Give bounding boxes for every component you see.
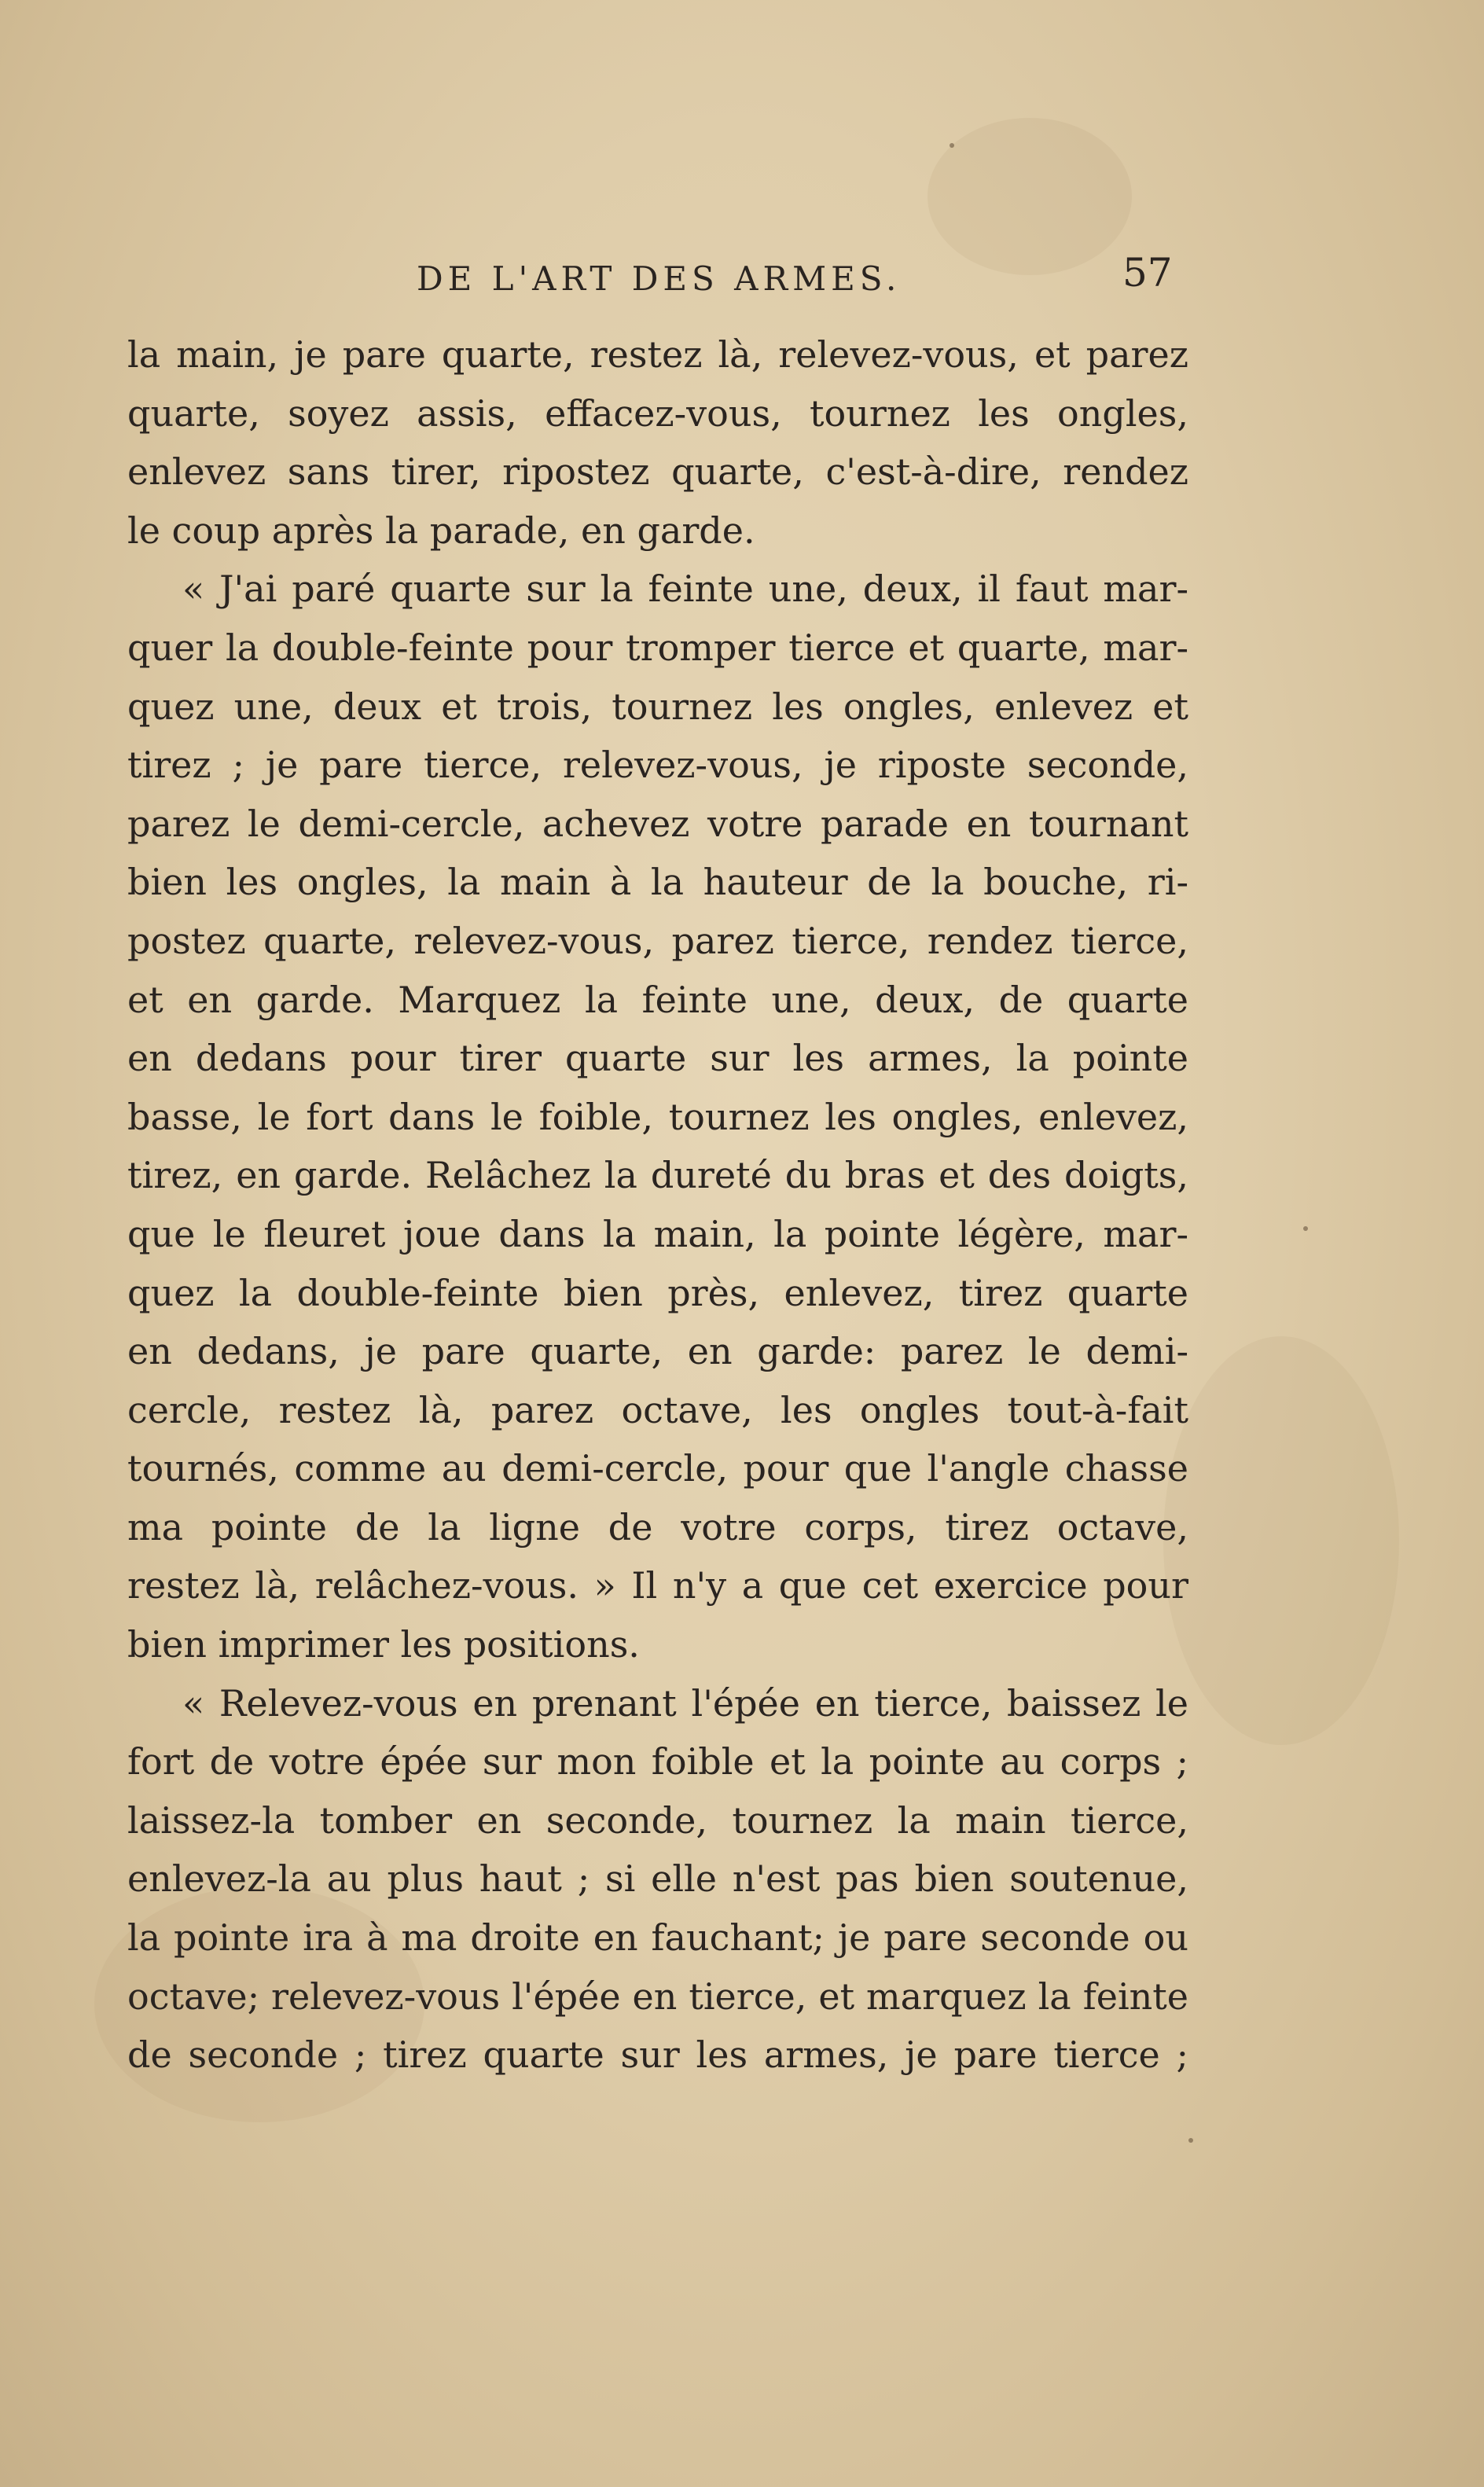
text-line: postez quarte, relevez-vous, parez tierce, rendez tierce,	[127, 919, 1188, 962]
text-line: quer la double-feinte pour tromper tierce et quarte, mar-	[127, 626, 1188, 669]
text-line: cercle, restez là, parez octave, les ongles tout-à-fait	[127, 1388, 1188, 1431]
text-line: octave; relevez-vous l'épée en tierce, et marquez la feinte	[127, 1975, 1188, 2018]
text-line: « Relevez-vous en prenant l'épée en tierce, baissez le	[182, 1681, 1188, 1725]
page-header	[417, 250, 1203, 303]
running-head: DE L'ART DES ARMES.	[417, 259, 902, 298]
text-line: en dedans pour tirer quarte sur les armes, la pointe	[127, 1037, 1188, 1080]
text-line: « J'ai paré quarte sur la feinte une, deux, il faut mar-	[182, 568, 1188, 611]
text-line: la pointe ira à ma droite en fauchant; je pare seconde ou	[127, 1916, 1188, 1960]
text-line: basse, le fort dans le foible, tournez les ongles, enlevez,	[127, 1095, 1188, 1138]
text-line: que le fleuret joue dans la main, la pointe légère, mar-	[127, 1212, 1188, 1255]
text-line: laissez-la tomber en seconde, tournez la main tierce,	[127, 1798, 1188, 1842]
paper-speck	[1303, 1226, 1308, 1231]
text-line: parez le demi-cercle, achevez votre parade en tournant	[127, 802, 1188, 845]
text-line: la main, je pare quarte, restez là, relevez-vous, et parez	[127, 333, 1188, 376]
text-line: tirez ; je pare tierce, relevez-vous, je riposte seconde,	[127, 744, 1188, 787]
text-line: bien les ongles, la main à la hauteur de la bouche, ri-	[127, 861, 1188, 904]
text-line: quez la double-feinte bien près, enlevez, tirez quarte	[127, 1271, 1188, 1314]
text-line: enlevez sans tirer, ripostez quarte, c'est-à-dire, rendez	[127, 450, 1188, 494]
text-line: et en garde. Marquez la feinte une, deux, de quarte	[127, 978, 1188, 1021]
text-line: tirez, en garde. Relâchez la dureté du bras et des doigts,	[127, 1154, 1188, 1197]
text-line: ma pointe de la ligne de votre corps, tirez octave,	[127, 1505, 1188, 1548]
text-line: enlevez-la au plus haut ; si elle n'est pas bien soutenue,	[127, 1857, 1188, 1901]
body-text	[127, 325, 1188, 2085]
text-line: de seconde ; tirez quarte sur les armes, je pare tierce ;	[127, 2033, 1188, 2077]
text-line: tournés, comme au demi-cercle, pour que l'angle chasse	[127, 1447, 1188, 1490]
text-line: quarte, soyez assis, effacez-vous, tournez les ongles,	[127, 391, 1188, 435]
paper-speck	[1188, 2138, 1193, 2143]
text-line: en dedans, je pare quarte, en garde: parez le demi-	[127, 1330, 1188, 1373]
paper-stain	[928, 118, 1132, 275]
text-line: restez là, relâchez-vous. » Il n'y a que cet exercice pour	[127, 1564, 1188, 1607]
text-line: quez une, deux et trois, tournez les ongles, enlevez et	[127, 685, 1188, 728]
text-line: le coup après la parade, en garde.	[127, 509, 755, 552]
page-number: 57	[1122, 250, 1173, 296]
paper-stain	[1163, 1336, 1399, 1745]
paper-speck	[950, 143, 954, 148]
text-line: fort de votre épée sur mon foible et la pointe au corps ;	[127, 1740, 1188, 1784]
text-line: bien imprimer les positions.	[127, 1623, 640, 1666]
